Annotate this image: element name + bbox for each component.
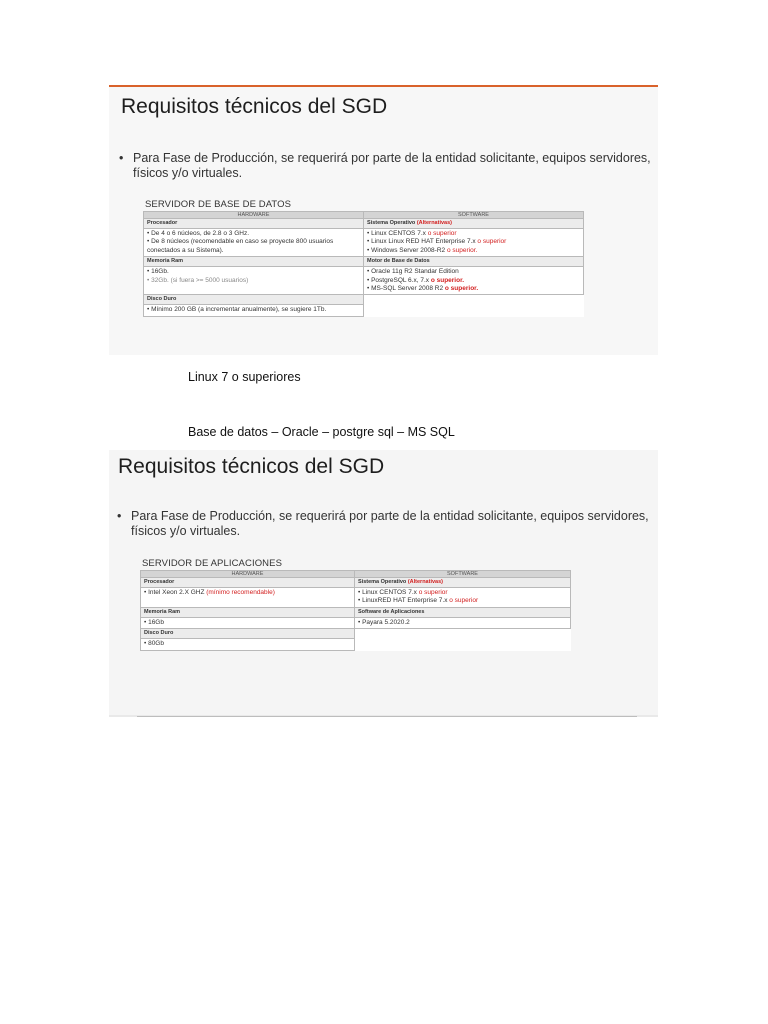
requirements-table <box>143 211 584 317</box>
bullet-dot-icon: • <box>119 151 124 165</box>
procesador-line: • Intel Xeon 2.X GHZ (mínimo recomendable) <box>144 589 275 596</box>
motor-item: • Oracle 11g R2 Standar Edition <box>367 268 459 276</box>
cell-motor-base-datos <box>364 267 584 295</box>
slide-2-divider <box>137 716 637 717</box>
memoria-line: • 32Gb. (si fuera >= 5000 usuarios) <box>147 276 249 284</box>
cell-procesador <box>144 229 364 257</box>
slide-1 <box>109 85 658 355</box>
label-sistema-operativo: Sistema Operativo (Alternativas) <box>355 578 571 588</box>
section-title: SERVIDOR DE APLICACIONES <box>142 558 283 569</box>
procesador-line: • De 4 o 6 núcleos, de 2.8 o 3 GHz. <box>147 230 250 237</box>
cell-software-aplicaciones <box>355 617 571 628</box>
slide-title: Requisitos técnicos del SGD <box>118 455 385 478</box>
cell-sistema-operativo <box>364 229 584 257</box>
label-disco-duro: Disco Duro <box>141 629 355 639</box>
cell-disco-duro <box>141 639 355 650</box>
label-sistema-operativo: Sistema Operativo (Alternativas) <box>364 219 584 229</box>
section-title: SERVIDOR DE BASE DE DATOS <box>145 199 292 210</box>
label-memoria-ram: Memoria Ram <box>144 257 364 267</box>
so-item: • Linux Linux RED HAT Enterprise 7.x o superior <box>367 238 507 246</box>
slide-2 <box>109 450 658 715</box>
column-header-hardware: HARDWARE <box>141 571 355 578</box>
label-software-aplicaciones: Software de Aplicaciones <box>355 607 571 617</box>
memoria-line: • 16Gb. <box>147 268 169 276</box>
motor-item: • PostgreSQL 6.x, 7.x o superior. <box>367 276 465 284</box>
cell-sistema-operativo <box>355 588 571 608</box>
note-base-datos: Base de datos – Oracle – postgre sql – MS SQL <box>188 425 455 439</box>
label-motor-base-datos: Motor de Base de Datos <box>364 257 584 267</box>
bullet-text: • Para Fase de Producción, se requerirá por parte de la entidad solicitante, equipos servidores, físicos y/o virtuales. <box>119 151 651 180</box>
so-item: • Linux CENTOS 7.x o superior <box>367 230 457 237</box>
label-disco-duro: Disco Duro <box>144 295 364 305</box>
label-procesador: Procesador <box>141 578 355 588</box>
column-header-software: SOFTWARE <box>364 212 584 219</box>
column-header-software: SOFTWARE <box>355 571 571 578</box>
software-line: • Payara 5.2020.2 <box>358 618 410 626</box>
requirements-table <box>140 570 571 651</box>
so-item: • Linux CENTOS 7.x o superior <box>358 589 448 596</box>
note-linux: Linux 7 o superiores <box>188 370 301 384</box>
bullet-text: • Para Fase de Producción, se requerirá por parte de la entidad solicitante, equipos servidores, físicos y/o virtuales. <box>117 509 649 538</box>
memoria-line: • 16Gb <box>144 618 164 626</box>
bullet-dot-icon: • <box>117 509 122 523</box>
slide-title: Requisitos técnicos del SGD <box>121 95 388 118</box>
disco-line: • Mínimo 200 GB (a incrementar anualmente), se sugiere 1Tb. <box>147 306 327 314</box>
motor-item: • MS-SQL Server 2008 R2 o superior. <box>367 285 479 293</box>
cell-memoria-ram <box>144 267 364 295</box>
so-item: • Windows Server 2008-R2 o superior. <box>367 246 478 254</box>
disco-line: • 80Gb <box>144 640 164 648</box>
cell-procesador <box>141 588 355 608</box>
so-item: • LinuxRED HAT Enterprise 7.x o superior <box>358 597 479 605</box>
label-memoria-ram: Memoria Ram <box>141 607 355 617</box>
procesador-line: • De 8 núcleos (recomendable en caso se proyecte 800 usuarios conectados a su Sistema). <box>147 238 334 254</box>
label-procesador: Procesador <box>144 219 364 229</box>
cell-memoria-ram <box>141 617 355 628</box>
cell-disco-duro <box>144 305 364 316</box>
column-header-hardware: HARDWARE <box>144 212 364 219</box>
